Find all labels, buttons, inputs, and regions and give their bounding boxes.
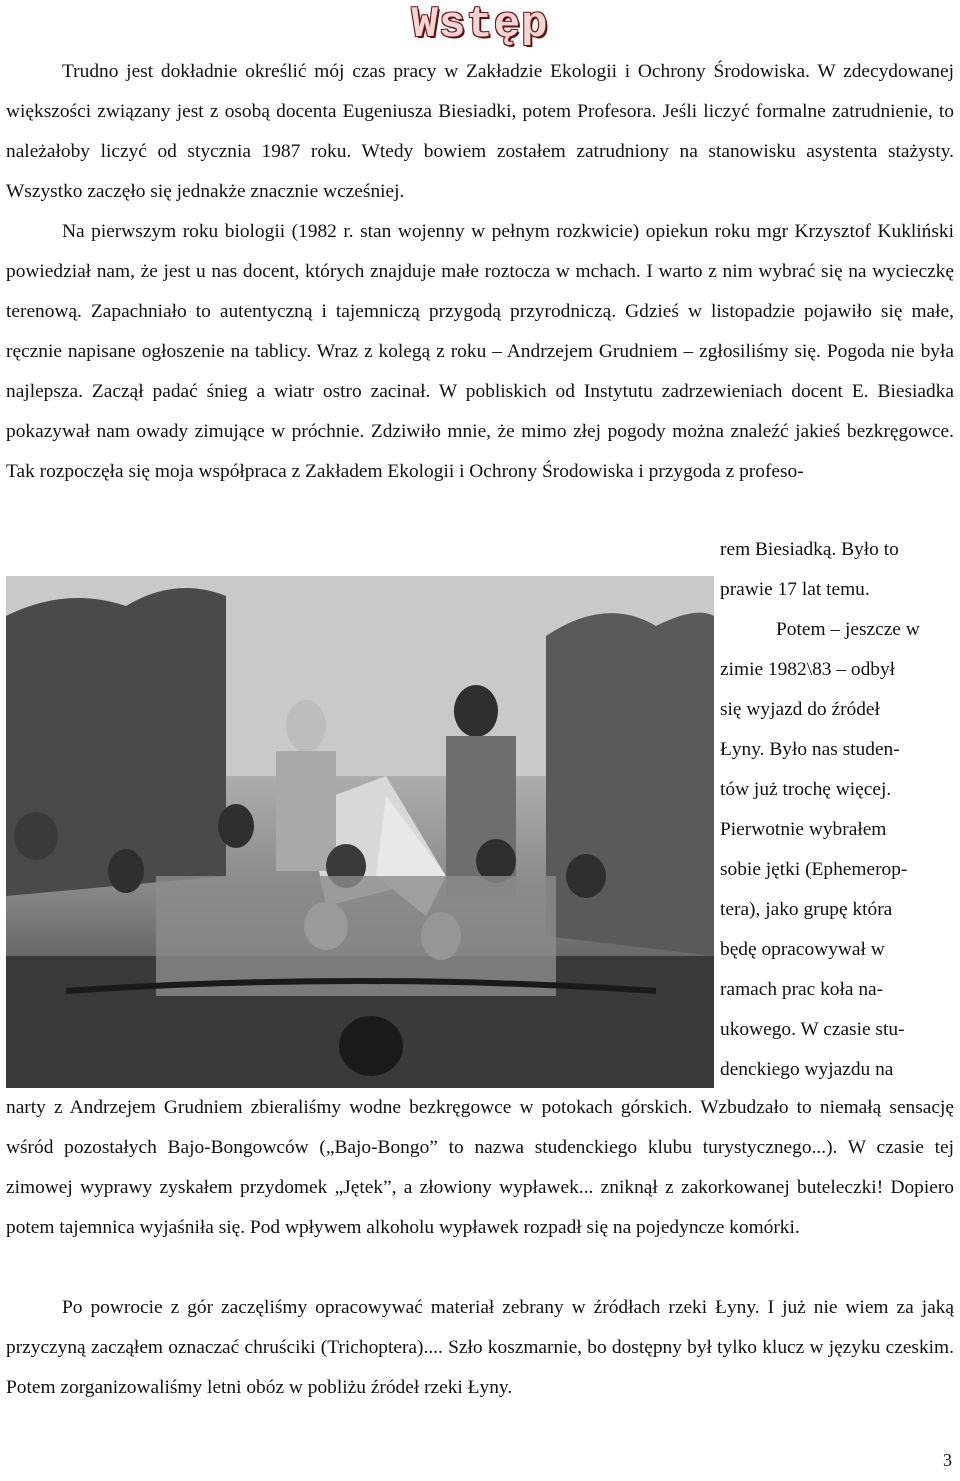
page-title: Wstęp [411,0,549,50]
wrap-line: Potem – jeszcze w [776,619,920,640]
paragraph-after-return: Po powrocie z gór zaczęliśmy opracowywać materiał zebrany w źródłach rzeki Łyny. I już nie wiem za jaką przyczyną zacząłem oznaczać chruściki (Trichoptera).... Szło koszmarnie, bo dostępny był tylko klucz w języku czeskim. Potem zorganizowaliśmy letni obóz w pobliżu źródeł rzeki Łyny. [6,1297,954,1398]
paragraph-intro: Trudno jest dokładnie określić mój czas pracy w Zakładzie Ekologii i Ochrony Środowiska. W zdecydowanej większości związany jest z osobą docenta Eugeniusza Biesiadki, potem Profesora. Jeśli liczyć formalne zatrudnienie, to należałoby liczyć od stycznia 1987 roku. Wtedy bowiem zostałem zatrudniony na stanowisku asystenta stażysty. Wszystko zaczęło się jednakże znacznie wcześniej. [6,61,954,202]
wrap-line: ukowego. W czasie stu- [720,1019,905,1040]
wrapped-text-column [720,530,954,1090]
wrap-line: sobie jętki (Ephemerop- [720,859,908,880]
wrap-line: tów już trochę więcej. [720,779,892,800]
wrap-line: tera), jako grupę która [720,899,893,920]
wrap-line: prawie 17 lat temu. [720,579,870,600]
wrap-line: Pierwotnie wybrałem [720,819,887,840]
wrap-line: będę opracowywał w [720,939,885,960]
group-photo [6,576,714,1088]
paragraph-ski-trip: narty z Andrzejem Grudniem zbieraliśmy wodne bezkręgowce w potokach górskich. Wzbudzało to niemałą sensację wśród pozostałych Bajo-Bongowców („Bajo-Bongo” to nazwa studenckiego klubu turystycznego...). W czasie tej zimowej wyprawy zyskałem przydomek „Jętek”, a złowiony wypławek... zniknął z zakorkowanej buteleczki! Dopiero potem tajemnica wyjaśniła się. Pod wpływem alkoholu wypławek rozpadł się na pojedyncze komórki. [6,1097,954,1238]
wrap-line: rem Biesiadką. Było to [720,539,899,560]
wrap-line: zimie 1982\83 – odbył [720,659,896,680]
page-number: 3 [943,1450,952,1470]
paragraph-first-year: Na pierwszym roku biologii (1982 r. stan wojenny w pełnym rozkwicie) opiekun roku mgr Krzysztof Kukliński powiedział nam, że jest u nas docent, których znajduje małe roztocza w mchach. I warto z nim wybrać się na wycieczkę terenową. Zapachniało to autentyczną i tajemniczą przygodą przyrodniczą. Gdzieś w listopadzie pojawiło się małe, ręcznie napisane ogłoszenie na tablicy. Wraz z kolegą z roku – Andrzejem Grudniem – zgłosiliśmy się. Pogoda nie była najlepsza. Zaczął padać śnieg a wiatr ostro zacinał. W pobliskich od Instytutu zadrzewieniach docent E. Biesiadka pokazywał nam owady zimujące w próchnie. Zdziwiło mnie, że mimo złej pogody można znaleźć jakieś bezkręgowce. Tak rozpoczęła się moja współpraca z Zakładem Ekologii i Ochrony Środowiska i przygoda z profeso- [6,221,954,482]
wrap-line: denckiego wyjazdu na [720,1059,894,1080]
wrap-line: ramach prac koła na- [720,979,884,1000]
wrap-line: się wyjazd do źródeł [720,699,880,720]
wrap-line: Łyny. Było nas studen- [720,739,900,760]
group-photo-illustration [6,576,714,1088]
